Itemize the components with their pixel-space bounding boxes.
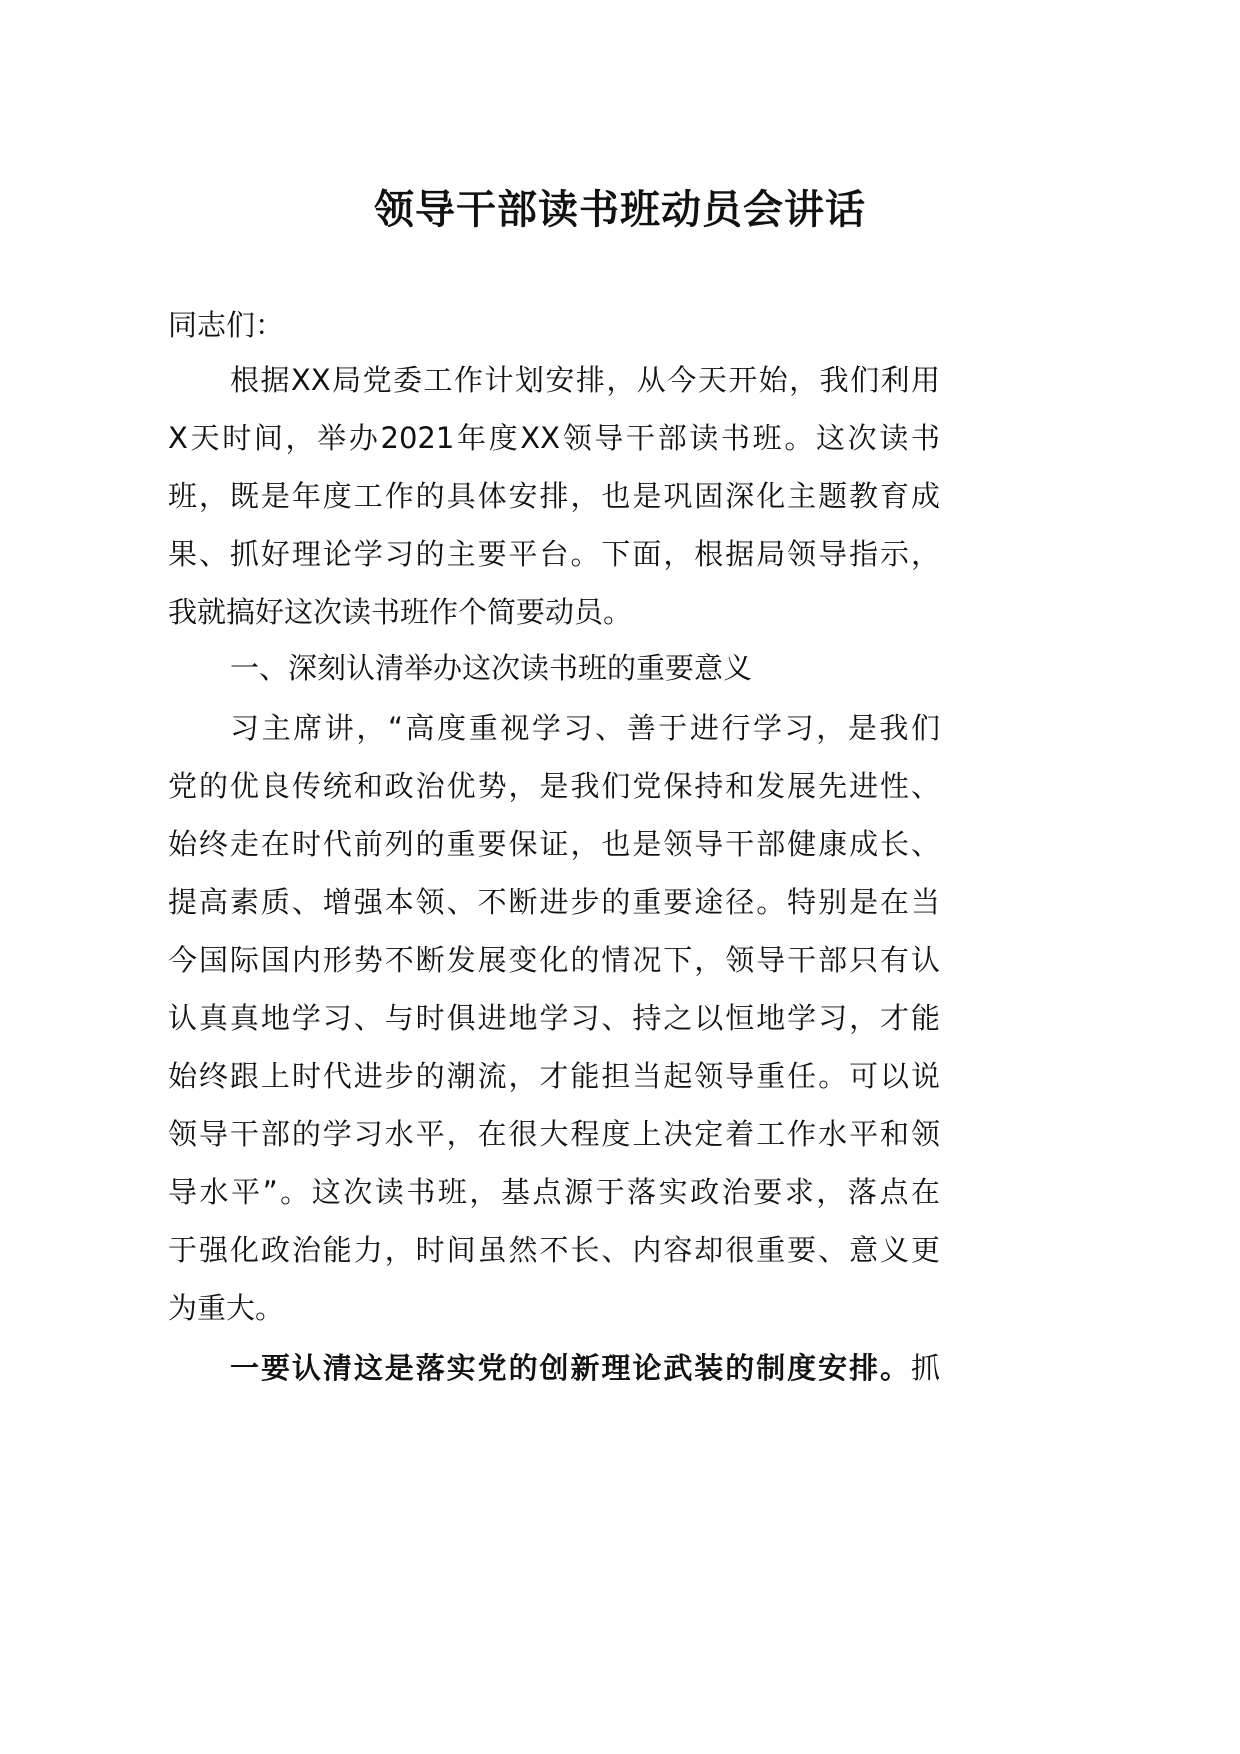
paragraph-line: 果、抓好理论学习的主要平台。下面，根据局领导指示， bbox=[168, 537, 940, 571]
paragraph-line: 我就搞好这次读书班作个简要动员。 bbox=[168, 595, 633, 629]
paragraph-line: 认真真地学习、与时俱进地学习、持之以恒地学习，才能 bbox=[168, 1001, 940, 1035]
paragraph-line: 根据XX局党委工作计划安排，从今天开始，我们利用 bbox=[230, 363, 940, 397]
paragraph-line: 提高素质、增强本领、不断进步的重要途径。特别是在当 bbox=[168, 885, 940, 919]
paragraph-line: 于强化政治能力，时间虽然不长、内容却很重要、意义更 bbox=[168, 1233, 940, 1267]
paragraph-line: X天时间，举办2021年度XX领导干部读书班。这次读书 bbox=[168, 421, 940, 455]
document-title: 领导干部读书班动员会讲话 bbox=[374, 187, 866, 233]
paragraph-line: 习主席讲，“高度重视学习、善于进行学习，是我们 bbox=[230, 711, 940, 745]
paragraph-line: 班，既是年度工作的具体安排，也是巩固深化主题教育成 bbox=[168, 479, 940, 513]
paragraph-line: 今国际国内形势不断发展变化的情况下，领导干部只有认 bbox=[168, 943, 940, 977]
paragraph-line: 始终走在时代前列的重要保证，也是领导干部健康成长、 bbox=[168, 827, 940, 861]
salutation: 同志们： bbox=[168, 308, 285, 342]
paragraph-line: 为重大。 bbox=[168, 1291, 285, 1325]
paragraph-3 bbox=[230, 1348, 940, 1388]
section-heading: 一、深刻认清举办这次读书班的重要意义 bbox=[230, 651, 753, 685]
paragraph-text: 抓 bbox=[910, 1351, 940, 1385]
paragraph-line: 领导干部的学习水平，在很大程度上决定着工作水平和领 bbox=[168, 1117, 940, 1151]
paragraph-line: 党的优良传统和政治优势，是我们党保持和发展先进性、 bbox=[168, 769, 940, 803]
bold-lead-sentence: 一要认清这是落实党的创新理论武装的制度安排。 bbox=[230, 1351, 911, 1385]
paragraph-line: 导水平”。这次读书班，基点源于落实政治要求，落点在 bbox=[168, 1175, 940, 1209]
paragraph-line: 始终跟上时代进步的潮流，才能担当起领导重任。可以说 bbox=[168, 1059, 940, 1093]
